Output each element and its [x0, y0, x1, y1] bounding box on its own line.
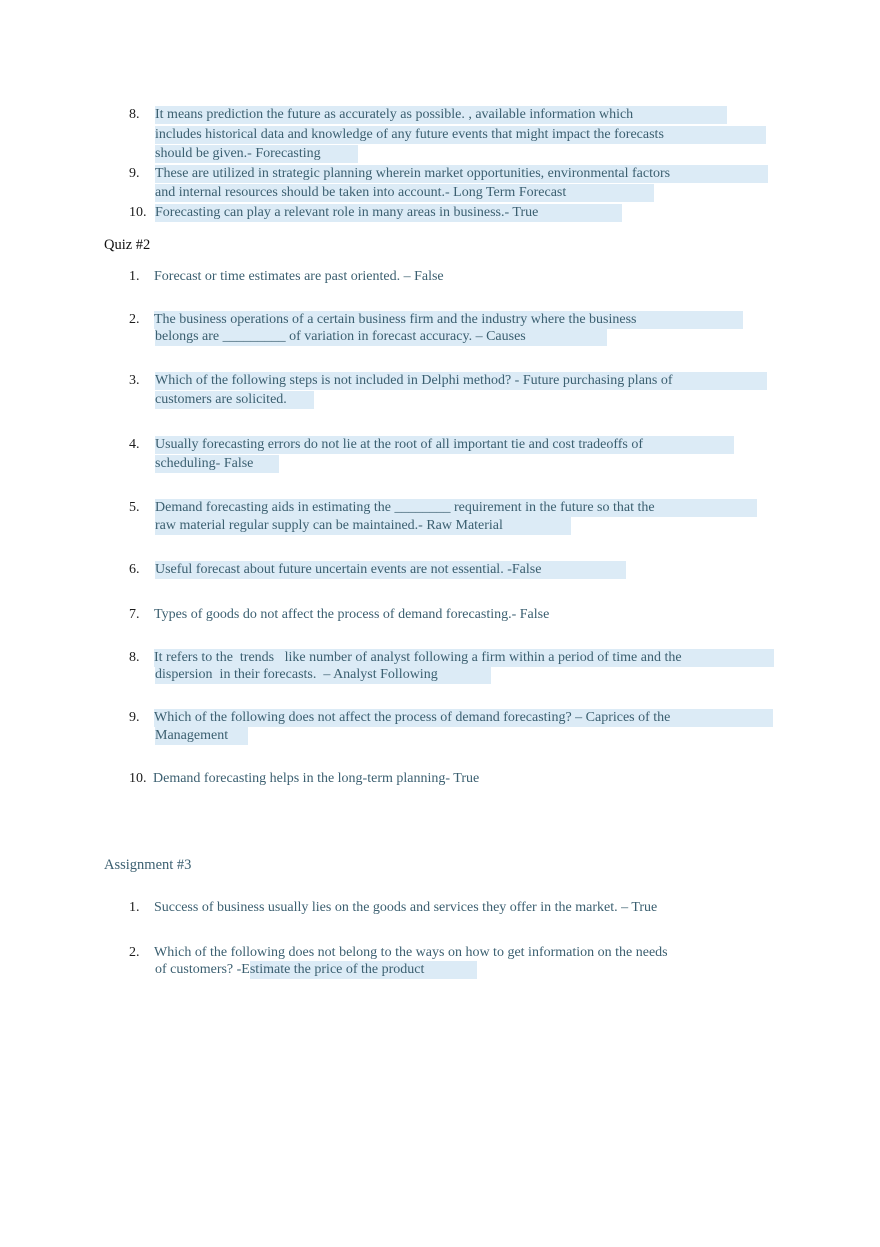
list-item-line: and internal resources should be taken into account.- Long Term Forecast: [155, 184, 654, 202]
list-number: 1.: [129, 900, 140, 915]
list-item-line: Forecasting can play a relevant role in many areas in business.- True: [155, 204, 622, 222]
list-item-text-fragment: of customers? -E: [155, 962, 250, 977]
list-number: 10.: [129, 205, 147, 220]
section-heading-quiz2: Quiz #2: [104, 237, 151, 253]
list-item-line: raw material regular supply can be maintained.- Raw Material: [155, 517, 571, 535]
list-item-line: scheduling- False: [155, 455, 279, 473]
list-item-line: customers are solicited.: [155, 391, 314, 409]
list-item-line: Usually forecasting errors do not lie at the root of all important tie and cost tradeoffs of: [155, 436, 734, 454]
list-item-line: Management: [155, 727, 248, 745]
list-item-line: Demand forecasting helps in the long-term planning- True: [153, 771, 480, 786]
list-item-line: Which of the following does not affect the process of demand forecasting? – Caprices of the: [154, 709, 773, 727]
highlighted-text-fragment: stimate the price of the product: [250, 961, 477, 979]
list-number: 2.: [129, 312, 140, 327]
list-item-line: It refers to the trends like number of analyst following a firm within a period of time and the: [154, 649, 774, 667]
list-number: 3.: [129, 373, 140, 388]
list-number: 9.: [129, 710, 140, 725]
list-number: 5.: [129, 500, 140, 515]
list-number: 4.: [129, 437, 140, 452]
list-number: 9.: [129, 166, 140, 181]
list-item-line: Which of the following steps is not included in Delphi method? - Future purchasing plans of: [155, 372, 767, 390]
list-item-line: Success of business usually lies on the goods and services they offer in the market. – True: [154, 900, 658, 915]
list-item-line: Forecast or time estimates are past oriented. – False: [154, 269, 444, 284]
list-item-line: It means prediction the future as accurately as possible. , available information which: [155, 106, 727, 124]
list-number: 8.: [129, 650, 140, 665]
list-item-line: Which of the following does not belong to the ways on how to get information on the needs: [154, 945, 668, 960]
list-item-line: Demand forecasting aids in estimating the ________ requirement in the future so that the: [155, 499, 757, 517]
list-item-line: dispersion in their forecasts. – Analyst Following: [155, 666, 491, 684]
list-number: 2.: [129, 945, 140, 960]
list-item-line: includes historical data and knowledge of any future events that might impact the forecasts: [155, 126, 766, 144]
list-number: 6.: [129, 562, 140, 577]
list-item-line: These are utilized in strategic planning wherein market opportunities, environmental factors: [155, 165, 768, 183]
list-item-line: Types of goods do not affect the process of demand forecasting.- False: [154, 607, 550, 622]
list-item-line: [155, 961, 477, 979]
list-item-line: The business operations of a certain business firm and the industry where the business: [154, 311, 743, 329]
list-number: 1.: [129, 269, 140, 284]
list-number: 8.: [129, 107, 140, 122]
list-number: 10.: [129, 771, 147, 786]
list-item-line: should be given.- Forecasting: [155, 145, 358, 163]
section-heading-assignment3: Assignment #3: [104, 857, 192, 873]
list-item-line: Useful forecast about future uncertain events are not essential. -False: [155, 561, 626, 579]
list-number: 7.: [129, 607, 140, 622]
list-item-line: belongs are _________ of variation in forecast accuracy. – Causes: [155, 328, 607, 346]
